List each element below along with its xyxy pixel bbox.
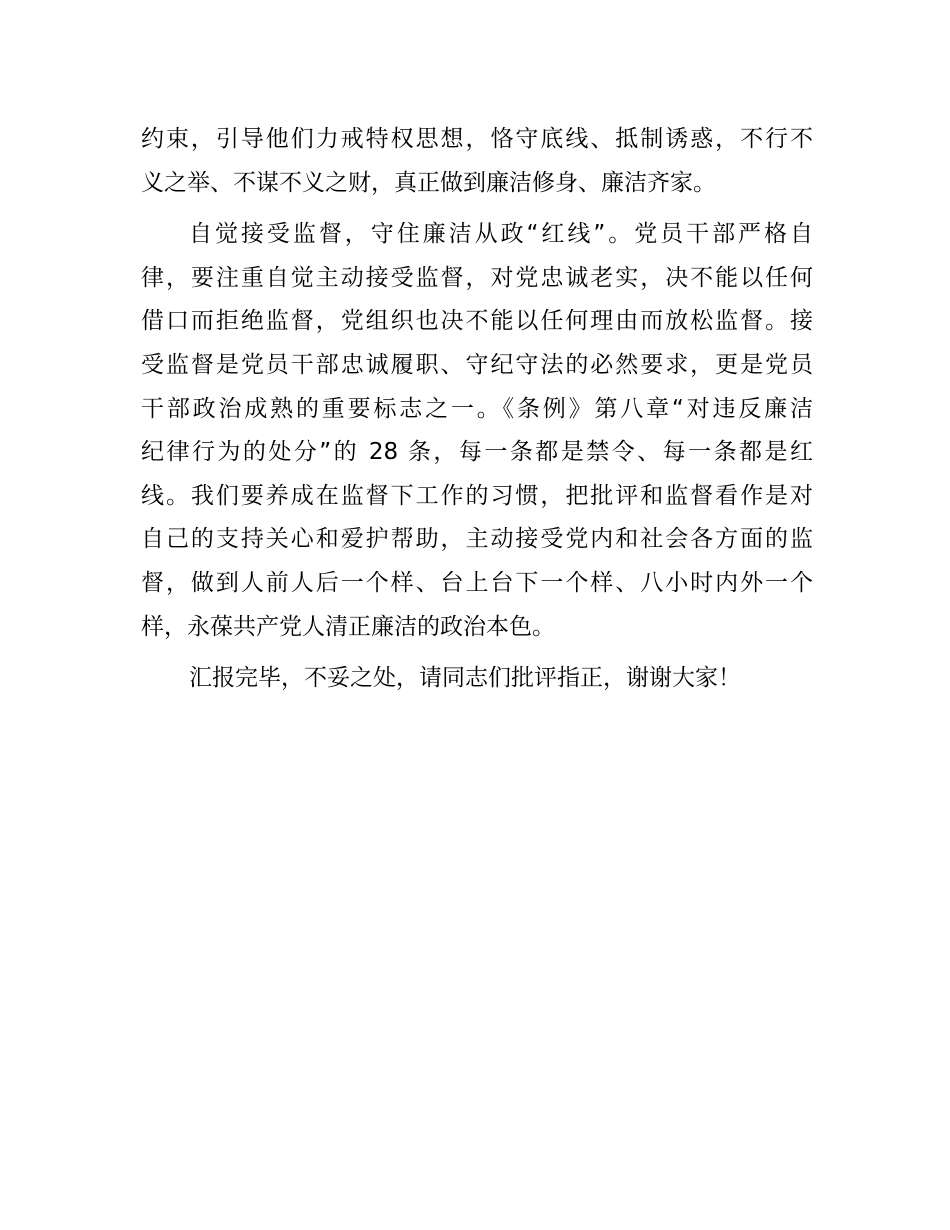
text-line: 义之举、不谋不义之财，真正做到廉洁修身、廉洁齐家。: [141, 169, 716, 196]
paragraph-1: [141, 118, 813, 205]
text-line: 自己的支持关心和爱护帮助，主动接受党内和社会各方面的监: [141, 526, 813, 553]
text-line: 纪律行为的处分”的 28 条，每一条都是禁令、每一条都是红: [141, 439, 813, 466]
text-line: 汇报完毕，不妥之处，请同志们批评指正，谢谢大家！: [189, 665, 741, 692]
paragraph-3: [141, 657, 813, 701]
text-line: 线。我们要养成在监督下工作的习惯，把批评和监督看作是对: [141, 482, 813, 509]
document-body: [141, 118, 813, 709]
text-line: 受监督是党员干部忠诚履职、守纪守法的必然要求，更是党员: [141, 351, 813, 378]
text-line: 督，做到人前人后一个样、台上台下一个样、八小时内外一个: [141, 569, 813, 596]
text-line: 自觉接受监督，守住廉洁从政“红线”。党员干部严格自: [189, 221, 813, 248]
paragraph-2: [141, 213, 813, 649]
text-line: 样，永葆共产党人清正廉洁的政治本色。: [141, 613, 555, 640]
text-line: 律，要注重自觉主动接受监督，对党忠诚老实，决不能以任何: [141, 264, 813, 291]
text-line: 干部政治成熟的重要标志之一。《条例》第八章“对违反廉洁: [141, 395, 813, 422]
text-line: 借口而拒绝监督，党组织也决不能以任何理由而放松监督。接: [141, 308, 813, 335]
text-line: 约束，引导他们力戒特权思想，恪守底线、抵制诱惑，不行不: [141, 126, 813, 152]
